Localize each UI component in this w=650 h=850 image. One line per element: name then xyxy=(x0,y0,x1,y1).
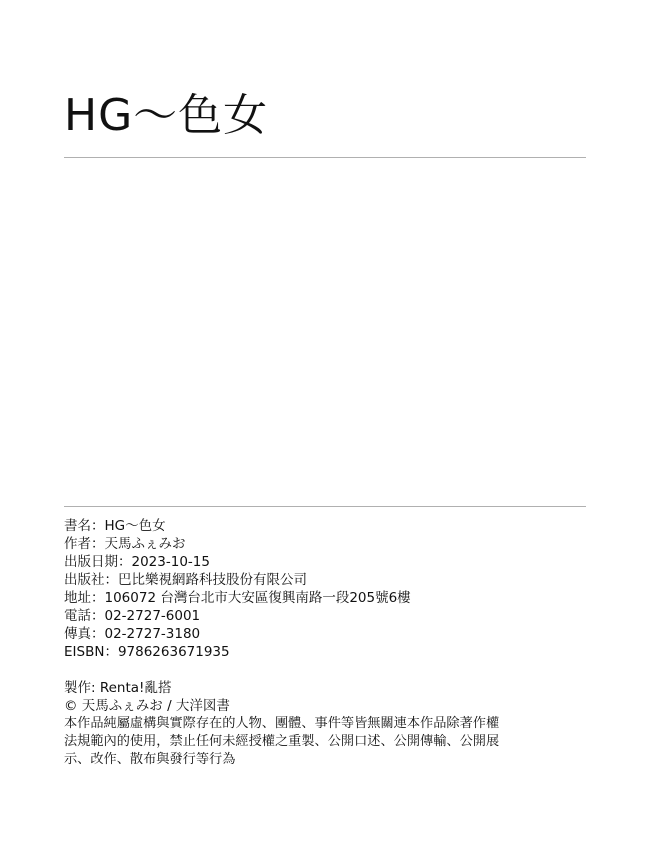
bottom-divider xyxy=(64,506,586,507)
book-title: HG～色女 xyxy=(64,90,269,141)
publisher-line: 出版社：巴比樂視網路科技股份有限公司 xyxy=(64,572,307,588)
production-line: 製作: Renta!亂搭 xyxy=(64,680,172,696)
publication-info xyxy=(64,517,586,661)
fax-line: 傳真：02-2727-3180 xyxy=(64,626,201,642)
eisbn-line: EISBN：9786263671935 xyxy=(64,644,230,660)
legal-notice-line-1: 本作品純屬虛構與實際存在的人物、團體、事件等皆無關連本作品除著作權 xyxy=(64,716,500,731)
book-name-line: 書名：HG～色女 xyxy=(64,518,166,534)
author-line: 作者：天馬ふぇみお xyxy=(64,536,186,552)
publish-date-line: 出版日期：2023-10-15 xyxy=(64,554,210,570)
phone-line: 電話：02-2727-6001 xyxy=(64,608,201,624)
credits-block xyxy=(64,679,586,769)
copyright-line: © 天馬ふぇみお / 大洋図書 xyxy=(64,698,230,714)
legal-notice-line-2: 法規範內的使用，禁止任何未經授權之重製、公開口述、公開傳輸、公開展 xyxy=(64,734,500,749)
address-line: 地址：106072 台灣台北市大安區復興南路一段205號6樓 xyxy=(64,590,411,606)
top-divider xyxy=(64,157,586,158)
legal-notice-line-3: 示、改作、散布與發行等行為 xyxy=(64,752,236,767)
